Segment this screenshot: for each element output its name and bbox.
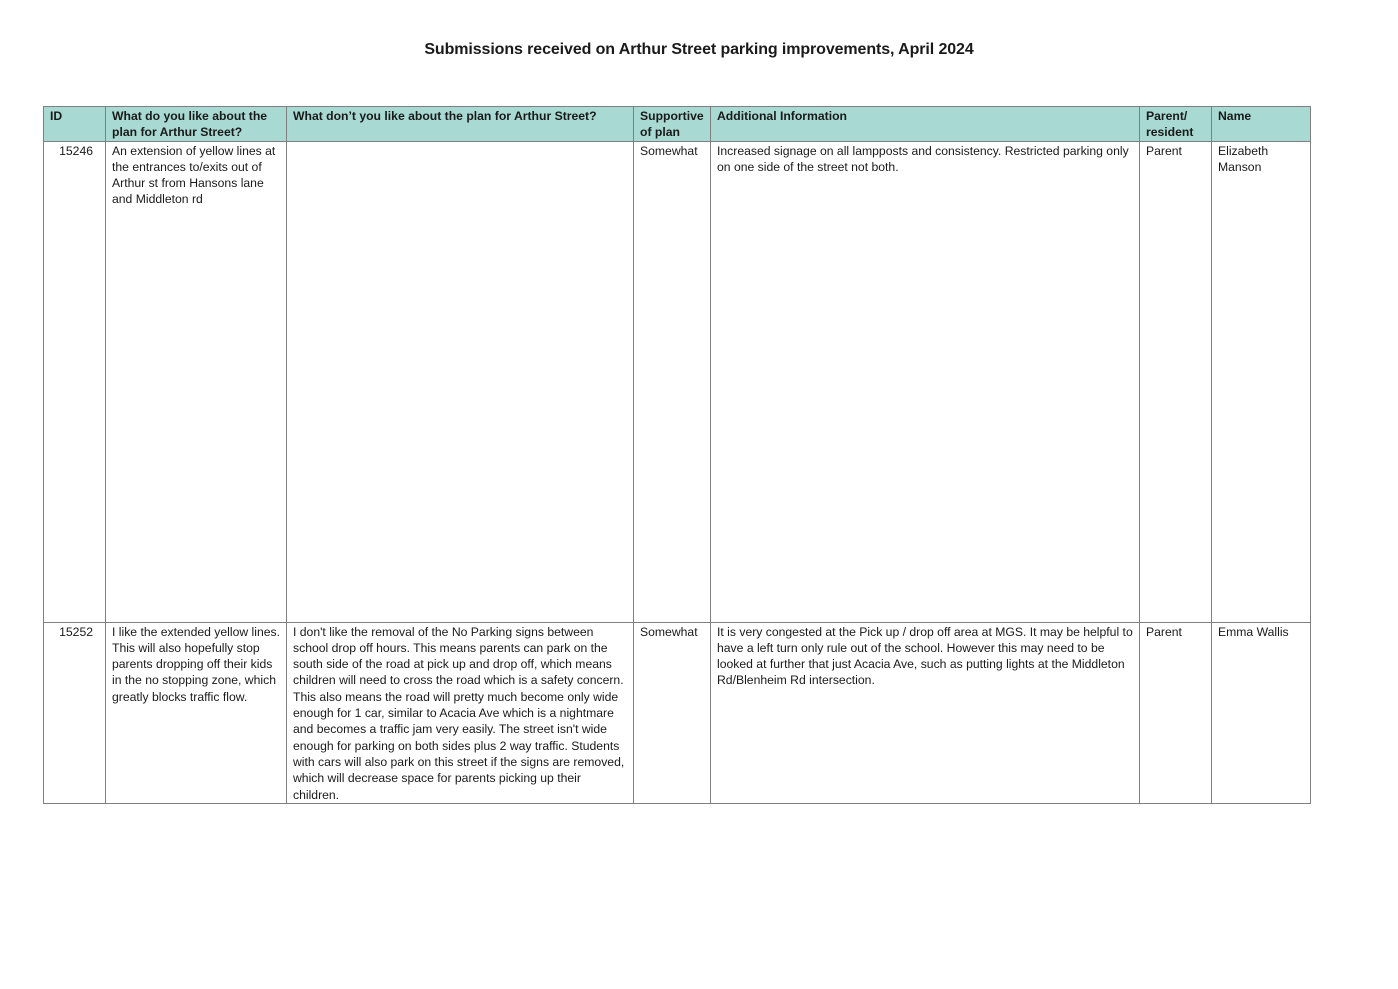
page-title: Submissions received on Arthur Street parking improvements, April 2024 xyxy=(424,41,974,58)
header-like: What do you like about the plan for Arthur Street? xyxy=(106,107,287,142)
cell-name: Elizabeth Manson xyxy=(1212,141,1311,622)
header-row xyxy=(44,107,1311,142)
cell-parent-resident: Parent xyxy=(1140,622,1212,803)
cell-supportive: Somewhat xyxy=(634,141,711,622)
table-row xyxy=(44,622,1311,803)
cell-additional-information: Increased signage on all lampposts and consistency. Restricted parking only on one side of the street not both. xyxy=(711,141,1140,622)
table-row xyxy=(44,141,1311,622)
cell-dislike: I don't like the removal of the No Parking signs between school drop off hours. This means parents can park on the south side of the road at pick up and drop off, which means children will need to cross the road which is a safety concern. This also means the road will pretty much become only wide enough for 1 car, similar to Acacia Ave which is a nightmare and becomes a traffic jam very easily. The street isn't wide enough for parking on both sides plus 2 way traffic. Students with cars will also park on this street if the signs are removed, which will decrease space for parents picking up their children. xyxy=(287,622,634,803)
header-supportive: Supportive of plan xyxy=(634,107,711,142)
header-id: ID xyxy=(44,107,106,142)
cell-id: 15246 xyxy=(44,141,106,622)
header-additional-information: Additional Information xyxy=(711,107,1140,142)
cell-parent-resident: Parent xyxy=(1140,141,1212,622)
cell-supportive: Somewhat xyxy=(634,622,711,803)
cell-id: 15252 xyxy=(44,622,106,803)
cell-dislike xyxy=(287,141,634,622)
cell-name: Emma Wallis xyxy=(1212,622,1311,803)
submissions-table xyxy=(43,106,1311,804)
header-name: Name xyxy=(1212,107,1311,142)
header-dislike: What don’t you like about the plan for Arthur Street? xyxy=(287,107,634,142)
cell-additional-information: It is very congested at the Pick up / drop off area at MGS. It may be helpful to have a left turn only rule out of the school. However this may need to be looked at further that just Acacia Ave, such as putting lights at the Middleton Rd/Blenheim Rd intersection. xyxy=(711,622,1140,803)
header-parent-resident: Parent/ resident xyxy=(1140,107,1212,142)
cell-like: I like the extended yellow lines. This will also hopefully stop parents dropping off their kids in the no stopping zone, which greatly blocks traffic flow. xyxy=(106,622,287,803)
cell-like: An extension of yellow lines at the entrances to/exits out of Arthur st from Hansons lane and Middleton rd xyxy=(106,141,287,622)
